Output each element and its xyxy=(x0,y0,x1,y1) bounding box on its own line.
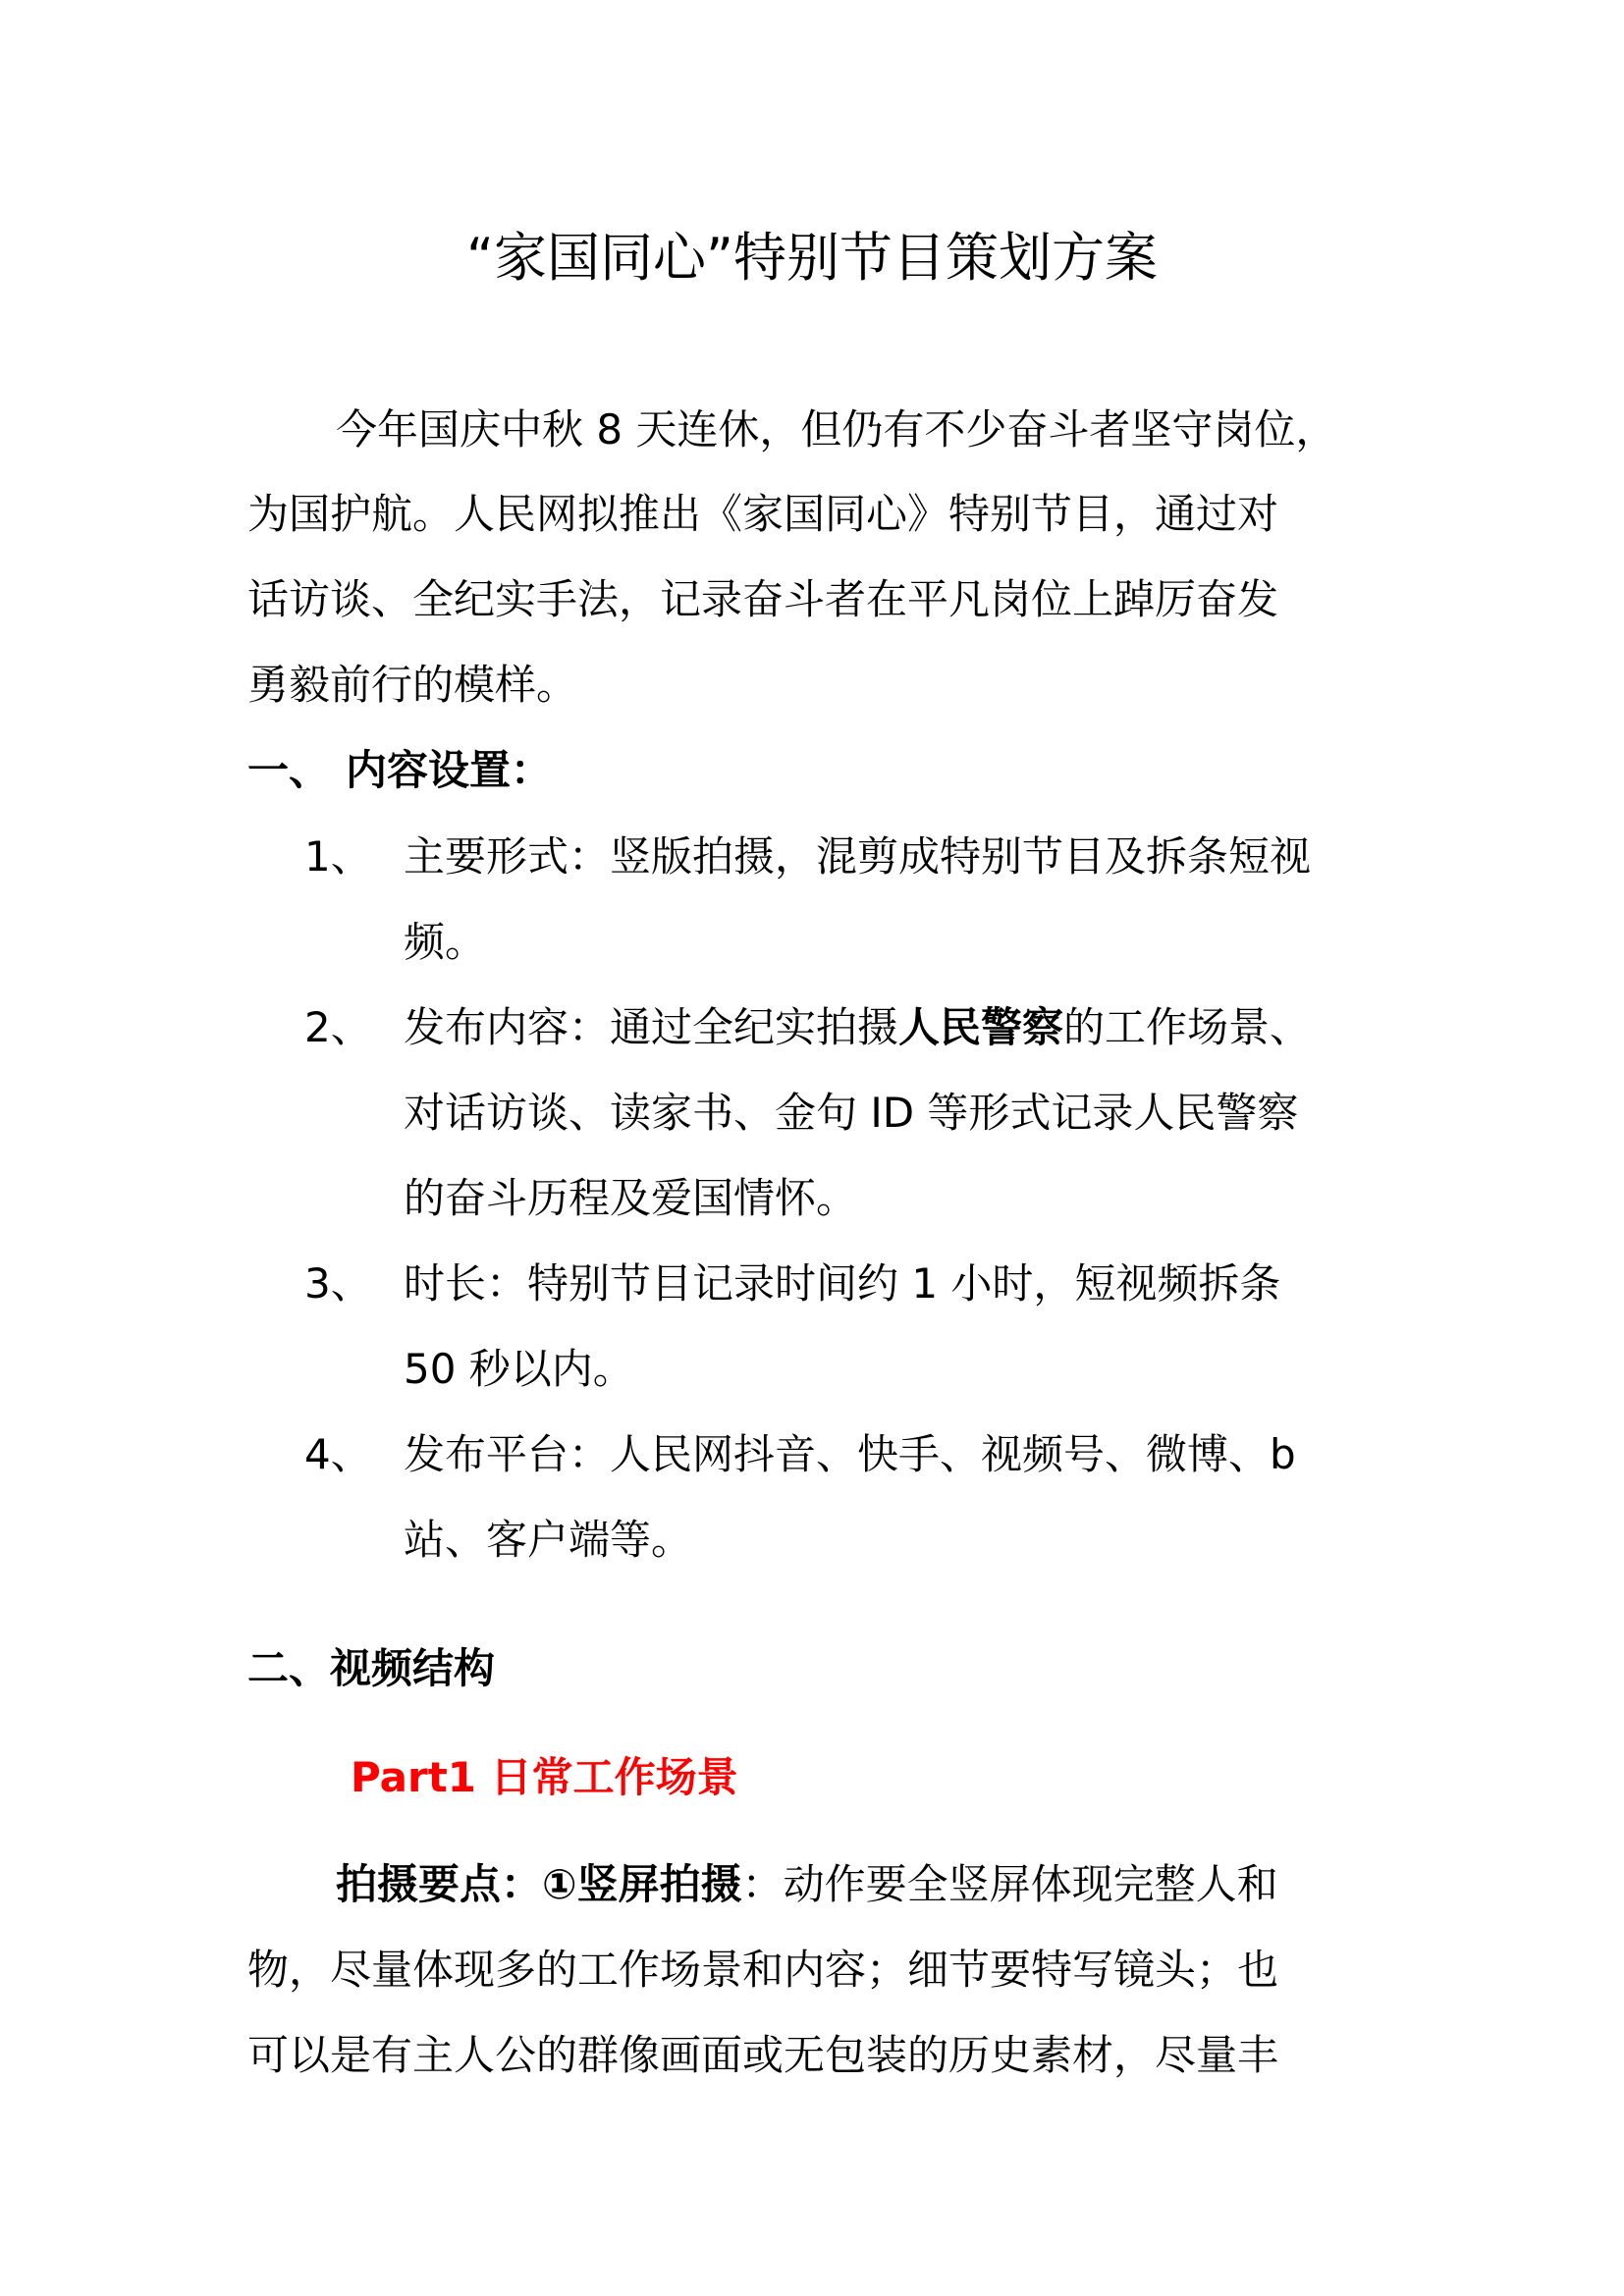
text-line xyxy=(336,1855,1278,1914)
text-line: 话访谈、全纪实手法，记录奋斗者在平凡岗位上踔厉奋发 xyxy=(247,575,1279,623)
text-segment: ：动作要全竖屏体现完整人和 xyxy=(741,1860,1278,1908)
page-title: “家国同心”特别节目策划方案 xyxy=(466,227,1158,289)
bold-text: 人民警察 xyxy=(898,1003,1064,1051)
text-line: 可以是有主人公的群像画面或无包装的历史素材，尽量丰 xyxy=(247,2031,1279,2079)
bold-text: ①竖屏拍摄 xyxy=(542,1860,742,1908)
section-heading: 内容设置： xyxy=(346,746,553,794)
text-segment: 的工作场景、 xyxy=(1063,1003,1312,1051)
text-line: 物，尽量体现多的工作场景和内容；细节要特写镜头；也 xyxy=(247,1946,1279,1994)
list-number: 4、 xyxy=(304,1430,372,1478)
bold-label: 拍摄要点： xyxy=(336,1860,543,1908)
text-line: 为国护航。人民网拟推出《家国同心》特别节目，通过对 xyxy=(247,490,1279,538)
text-line: 勇毅前行的模样。 xyxy=(247,661,578,709)
list-item-text xyxy=(404,998,1311,1057)
list-number: 2、 xyxy=(304,1003,372,1051)
list-item-text: 发布平台：人民网抖音、快手、视频号、微博、b xyxy=(404,1430,1296,1478)
list-number: 3、 xyxy=(304,1259,372,1308)
list-item-text: 50 秒以内。 xyxy=(404,1345,634,1393)
list-item-text: 站、客户端等。 xyxy=(404,1516,693,1564)
section-heading: 二、视频结构 xyxy=(247,1644,496,1692)
list-item-text: 的奋斗历程及爱国情怀。 xyxy=(404,1174,858,1222)
section-number: 一、 xyxy=(247,746,331,794)
list-item-text: 频。 xyxy=(404,918,487,966)
part-heading: Part1 日常工作场景 xyxy=(351,1753,738,1801)
text-line: 今年国庆中秋 8 天连休，但仍有不少奋斗者坚守岗位， xyxy=(336,405,1337,454)
list-item-text: 时长：特别节目记录时间约 1 小时，短视频拆条 xyxy=(404,1259,1281,1308)
list-number: 1、 xyxy=(304,832,372,881)
list-item-text: 对话访谈、读家书、金句 ID 等形式记录人民警察 xyxy=(404,1089,1299,1137)
list-item-text: 主要形式：竖版拍摄，混剪成特别节目及拆条短视 xyxy=(404,832,1312,881)
text-segment: 发布内容：通过全纪实拍摄 xyxy=(404,1003,899,1051)
